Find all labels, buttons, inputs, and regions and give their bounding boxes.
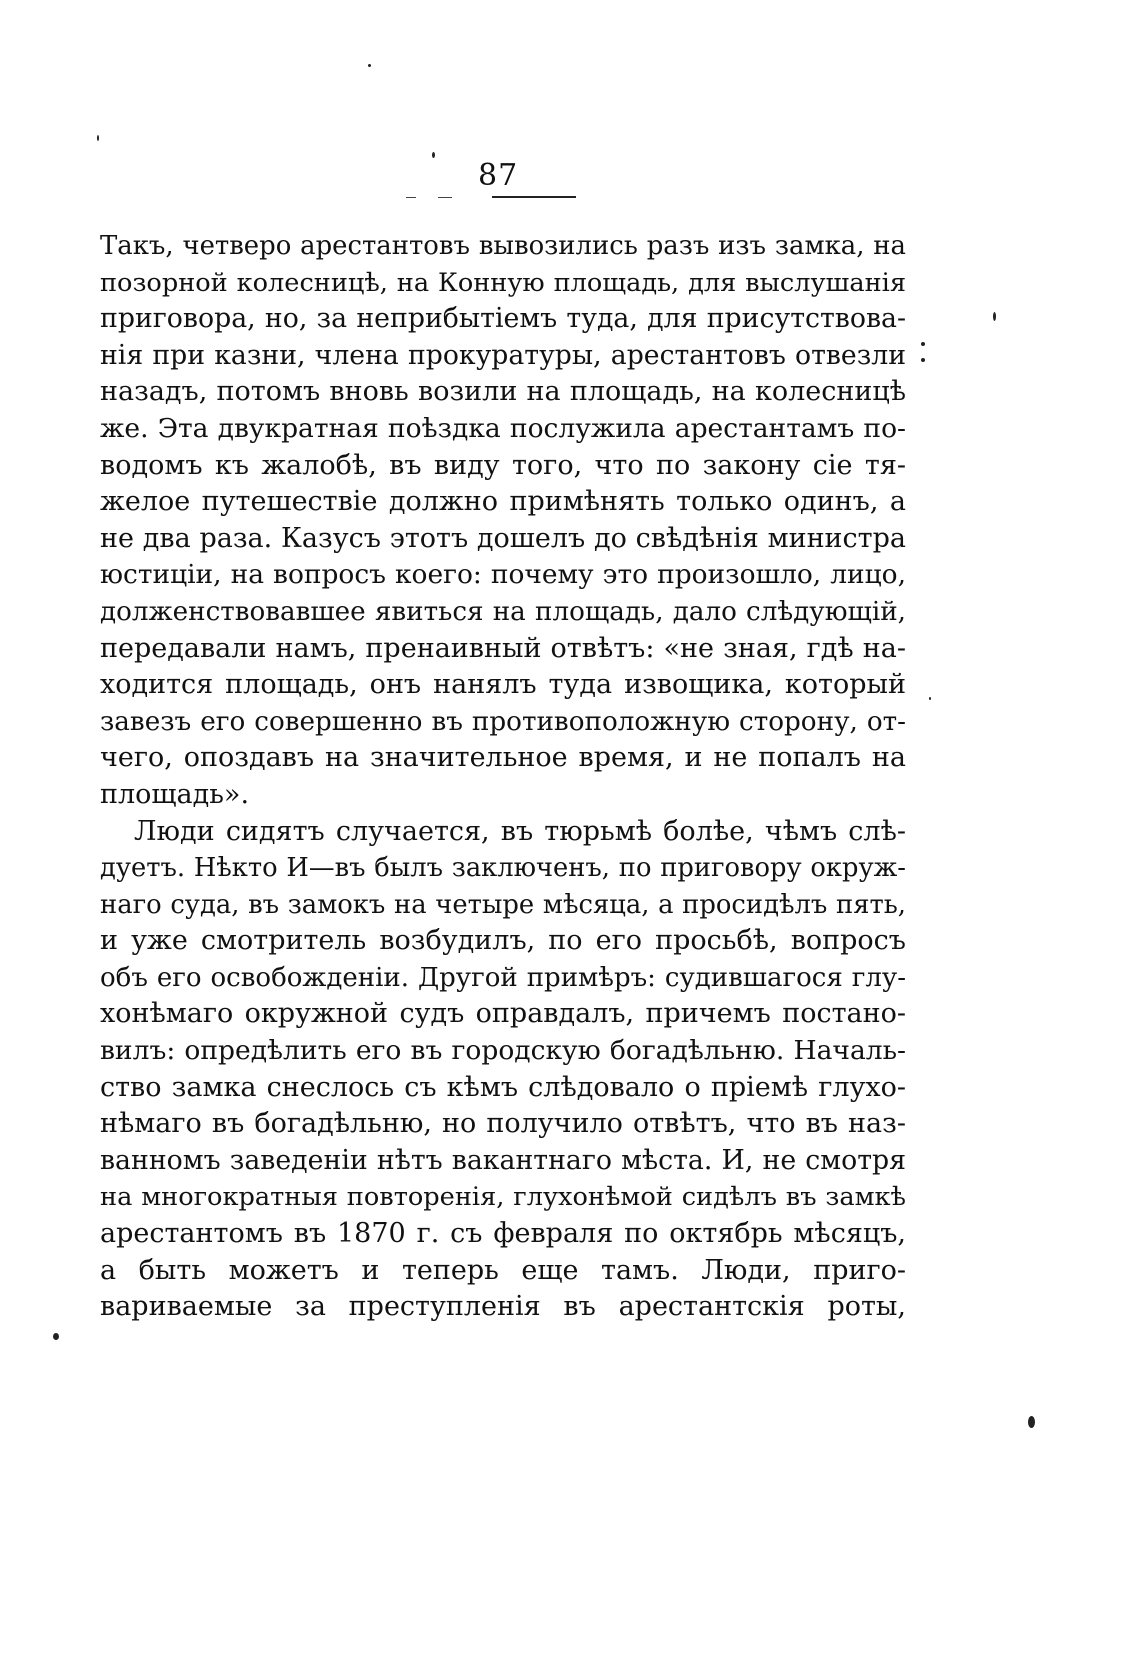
scan-speck [53, 1333, 59, 1340]
text-line: ство замка снеслось съ кѣмъ слѣдовало о пріемѣ глухо- [100, 1071, 906, 1103]
text-line: ванномъ заведеніи нѣтъ вакантнаго мѣста. И, не смотря [100, 1144, 906, 1176]
text-line: а быть можетъ и теперь еще тамъ. Люди, приго- [100, 1254, 906, 1286]
header-dash-mark [406, 197, 416, 198]
text-line: приговора, но, за неприбытіемъ туда, для присутствова- [100, 303, 906, 335]
text-line: ходится площадь, онъ нанялъ туда извощика, который [100, 669, 906, 701]
text-line: площадь». [100, 778, 250, 810]
header-dash-mark [438, 197, 452, 198]
text-line: и уже смотритель возбудилъ, по его просьбѣ, вопросъ [100, 925, 906, 957]
text-line: объ его освобожденіи. Другой примѣръ: судившагося глу- [100, 962, 906, 993]
text-line: нія при казни, члена прокуратуры, арестантовъ отвезли [100, 339, 906, 371]
text-line: завезъ его совершенно въ противоположную сторону, от- [100, 706, 906, 737]
text-line: водомъ къ жалобѣ, въ виду того, что по закону сіе тя- [100, 449, 906, 481]
text-line: дуетъ. Нѣкто И—въ былъ заключенъ, по приговору окруж- [100, 853, 906, 884]
scan-speck [368, 64, 371, 67]
text-line: хонѣмаго окружной судъ оправдалъ, причемъ постано- [100, 998, 906, 1030]
text-line: арестантомъ въ 1870 г. съ февраля по октябрь мѣсяцъ, [100, 1218, 906, 1250]
text-line: вариваемые за преступленія въ арестантскія роты, [100, 1291, 906, 1323]
scan-speck [929, 697, 931, 700]
text-line: не два раза. Казусъ этотъ дошелъ до свѣдѣнія министра [100, 522, 906, 554]
scan-speck [97, 135, 99, 141]
header-rule [492, 196, 576, 198]
text-line: чего, опоздавъ на значительное время, и не попалъ на [100, 742, 906, 774]
text-line: желое путешествіе должно примѣнять только одинъ, а [100, 486, 906, 518]
scan-speck [432, 152, 435, 158]
text-line: долженствовавшее явиться на площадь, дало слѣдующій, [100, 596, 906, 627]
scan-speck [921, 342, 925, 346]
text-line: Такъ, четверо арестантовъ вывозились разъ изъ замка, на [100, 231, 906, 261]
scan-speck [993, 312, 996, 321]
scan-speck [921, 358, 925, 362]
scan-speck [1028, 1416, 1035, 1428]
text-line: назадъ, потомъ вновь возили на площадь, на колесницѣ [100, 376, 906, 408]
text-line: же. Эта двукратная поѣздка послужила арестантамъ по- [100, 412, 906, 444]
text-line: на многократныя повторенія, глухонѣмой сидѣлъ въ замкѣ [100, 1182, 906, 1213]
text-line: передавали намъ, пренаивный отвѣтъ: «не зная, гдѣ на- [100, 632, 906, 664]
page-number: 87 [478, 158, 519, 193]
text-line: Люди сидятъ случается, въ тюрьмѣ болѣе, чѣмъ слѣ- [134, 815, 906, 847]
text-line: нѣмаго въ богадѣльню, но получило отвѣтъ, что въ наз- [100, 1108, 906, 1140]
text-line: позорной колесницѣ, на Конную площадь, для выслушанія [100, 267, 906, 298]
text-line: вилъ: опредѣлить его въ городскую богадѣльню. Началь- [100, 1035, 906, 1067]
text-line: юстиціи, на вопросъ коего: почему это произошло, лицо, [100, 559, 906, 591]
body-text [100, 228, 906, 1326]
text-line: наго суда, въ замокъ на четыре мѣсяца, а просидѣлъ пять, [100, 889, 906, 920]
